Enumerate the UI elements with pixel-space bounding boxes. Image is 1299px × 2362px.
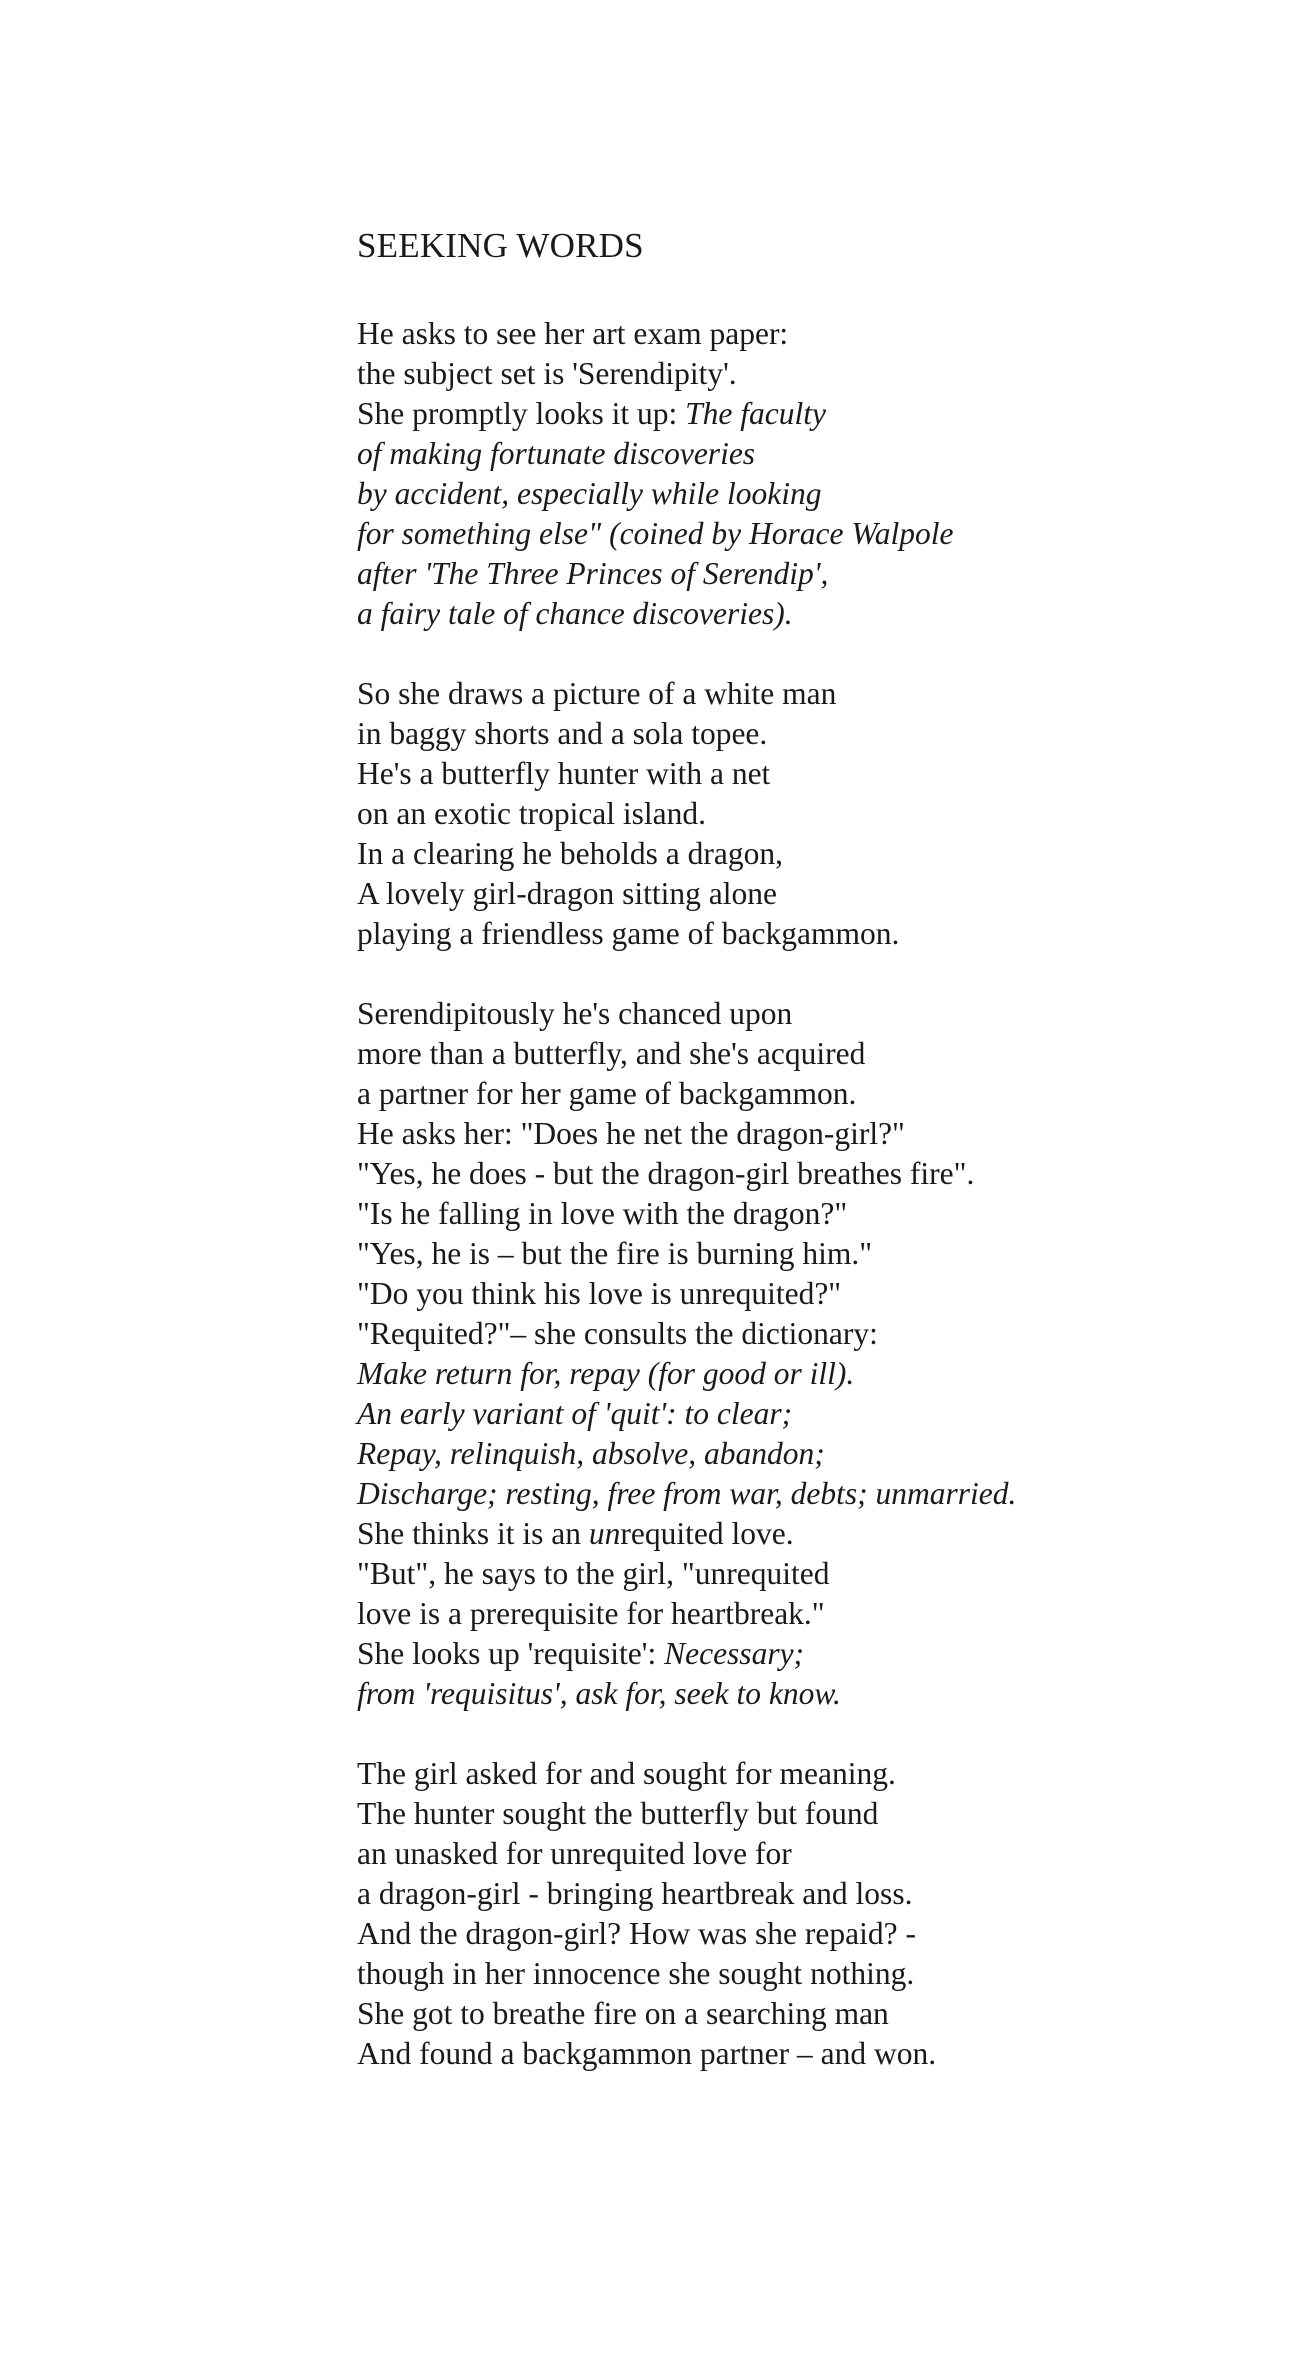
text: on an exotic tropical island. [357,796,707,831]
poem-line [357,314,1237,354]
poem-line [357,1194,1237,1234]
text: So she draws a picture of a white man [357,676,837,711]
text: Serendipitously he's chanced upon [357,996,793,1031]
poem-line [357,1474,1237,1514]
italic-text: The faculty [685,396,826,431]
italic-text: Necessary; [664,1636,805,1671]
text: "Requited?"– she consults the dictionary: [357,1316,878,1351]
poem-line [357,1954,1237,1994]
stanza [357,1754,1237,2074]
italic-text: by accident, especially while looking [357,476,822,511]
text: She got to breathe fire on a searching man [357,1996,889,2031]
poem-line [357,754,1237,794]
text: "Yes, he does - but the dragon-girl breathes fire". [357,1156,975,1191]
poem-line [357,1394,1237,1434]
poem-line [357,394,1237,434]
poem-line [357,1514,1237,1554]
text: In a clearing he beholds a dragon, [357,836,783,871]
text: The girl asked for and sought for meaning. [357,1756,896,1791]
poem-line [357,1914,1237,1954]
poem-line [357,514,1237,554]
stanza [357,314,1237,634]
text: He's a butterfly hunter with a net [357,756,771,791]
text: though in her innocence she sought nothing. [357,1956,915,1991]
text: She promptly looks it up: [357,396,686,431]
italic-text: a fairy tale of chance discoveries). [357,596,793,631]
text: She thinks it is an [357,1516,589,1551]
poem-line [357,1594,1237,1634]
text: She looks up 'requisite': [357,1636,665,1671]
poem-line [357,1274,1237,1314]
poem-line [357,1434,1237,1474]
poem-line [357,354,1237,394]
poem-line [357,1994,1237,2034]
poem-body [357,314,1237,2074]
italic-text: Repay, relinquish, absolve, abandon; [357,1436,825,1471]
text: A lovely girl-dragon sitting alone [357,876,777,911]
text: "Yes, he is – but the fire is burning him." [357,1236,873,1271]
poem-line [357,1074,1237,1114]
poem [357,218,1237,2074]
poem-line [357,594,1237,634]
poem-line [357,1754,1237,1794]
text: "Do you think his love is unrequited?" [357,1276,842,1311]
poem-line [357,994,1237,1034]
stanza [357,674,1237,954]
text: requited love. [620,1516,794,1551]
text: love is a prerequisite for heartbreak." [357,1596,825,1631]
stanza [357,994,1237,1714]
italic-text: for something else" (coined by Horace Walpole [357,516,954,551]
poem-line [357,1674,1237,1714]
poem-line [357,1834,1237,1874]
italic-text: from 'requisitus', ask for, seek to know. [357,1676,841,1711]
poem-line [357,1554,1237,1594]
poem-line [357,1234,1237,1274]
italic-text: Discharge; resting, free from war, debts; unmarried. [357,1476,1017,1511]
poem-line [357,1154,1237,1194]
poem-title: SEEKING WORDS [357,226,644,265]
text: "But", he says to the girl, "unrequited [357,1556,830,1591]
text: in baggy shorts and a sola topee. [357,716,768,751]
text: more than a butterfly, and she's acquired [357,1036,866,1071]
poem-line [357,1794,1237,1834]
text: He asks her: "Does he net the dragon-girl?" [357,1116,905,1151]
text: an unasked for unrequited love for [357,1836,792,1871]
poem-line [357,1354,1237,1394]
text: He asks to see her art exam paper: [357,316,789,351]
poem-line [357,554,1237,594]
italic-text: un [588,1516,621,1551]
italic-text: of making fortunate discoveries [357,436,756,471]
italic-text: An early variant of 'quit': to clear; [357,1396,793,1431]
text: And found a backgammon partner – and won. [357,2036,937,2071]
italic-text: after 'The Three Princes of Serendip', [357,556,829,591]
poem-line [357,2034,1237,2074]
text: "Is he falling in love with the dragon?" [357,1196,848,1231]
text: playing a friendless game of backgammon. [357,916,900,951]
poem-line [357,674,1237,714]
poem-line [357,874,1237,914]
poem-line [357,714,1237,754]
poem-line [357,1034,1237,1074]
text: And the dragon-girl? How was she repaid? - [357,1916,916,1951]
poem-line [357,834,1237,874]
poem-line [357,1114,1237,1154]
text: a dragon-girl - bringing heartbreak and loss. [357,1876,913,1911]
poem-line [357,794,1237,834]
poem-line [357,1314,1237,1354]
poem-line [357,434,1237,474]
text: the subject set is 'Serendipity'. [357,356,737,391]
poem-line [357,914,1237,954]
italic-text: Make return for, repay (for good or ill). [357,1356,855,1391]
text: a partner for her game of backgammon. [357,1076,857,1111]
text: The hunter sought the butterfly but found [357,1796,879,1831]
poem-line [357,1634,1237,1674]
poem-line [357,1874,1237,1914]
poem-line [357,474,1237,514]
